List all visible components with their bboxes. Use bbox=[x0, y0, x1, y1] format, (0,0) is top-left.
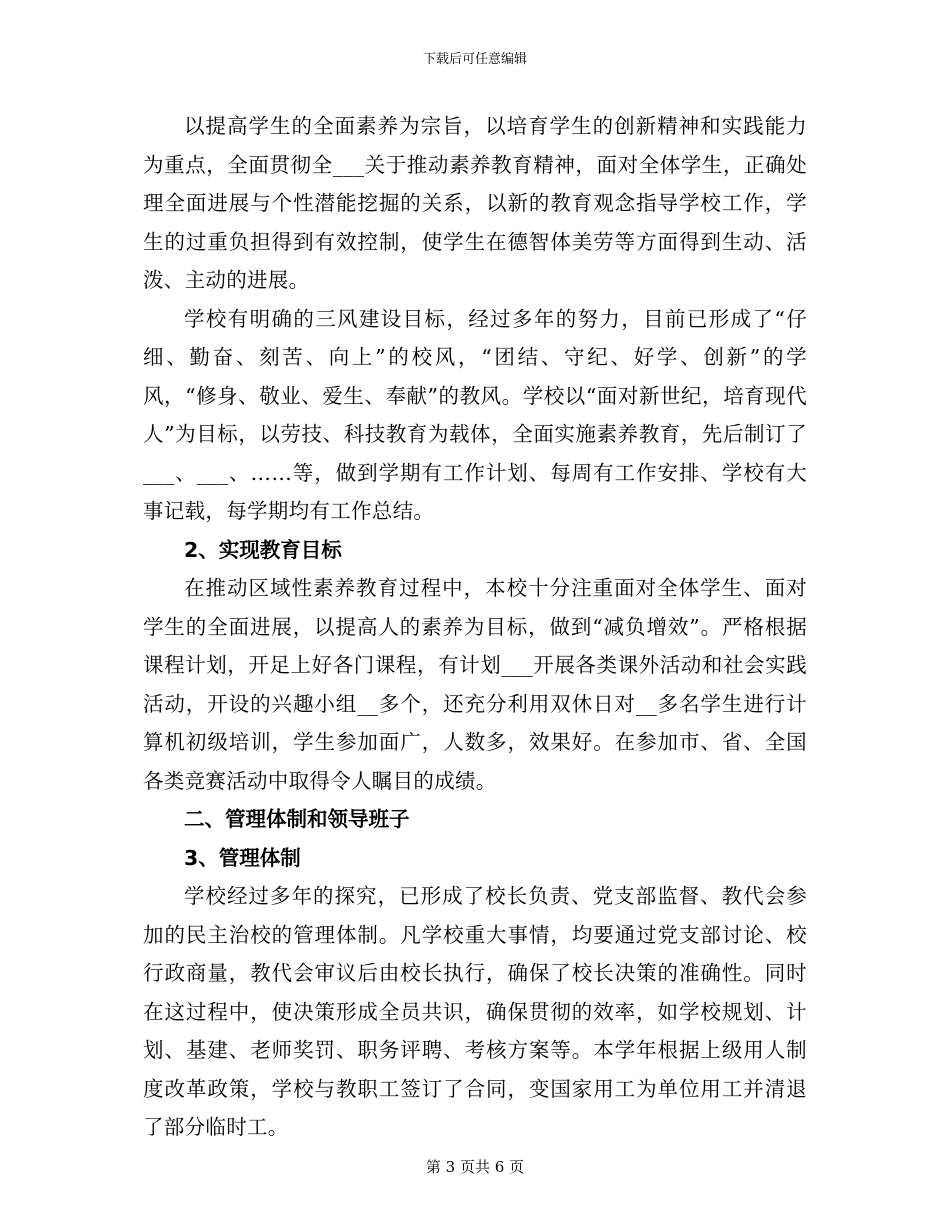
page-number: 第 3 页共 6 页 bbox=[425, 1158, 525, 1176]
heading-management-system: 3、管理体制 bbox=[184, 845, 301, 870]
paragraph-management: 学校经过多年的探究，已形成了校长负责、党支部监督、教代会参加的民主治校的管理体制。凡学校重大事情，均要通过党支部讨论、校行政商量，教代会审议后由校长执行，确保了校长决策的准确性。同时在这过程中，使决策形成全员共识，确保贯彻的效率，如学校规划、计划、基建、老师奖罚、职务评聘、考核方案等。本学年根据上级用人制度改革政策，学校与教职工签订了合同，变国家用工为单位用工并清退了部分临时工。 bbox=[143, 884, 807, 1139]
document-body bbox=[143, 107, 807, 1147]
page-header: 下载后可任意编辑 bbox=[422, 52, 527, 67]
paragraph-quality-education: 在推动区域性素养教育过程中，本校十分注重面对全体学生、面对学生的全面进展，以提高人的素养为目标，做到“减负增效”。严格根据课程计划，开足上好各门课程，有计划___开展各类课外活动和社会实践活动，开设的兴趣小组__多个，还充分利用双休日对__多名学生进行计算机初级培训，学生参加面广，人数多，效果好。在参加市、省、全国各类竞赛活动中取得令人瞩目的成绩。 bbox=[143, 576, 807, 793]
paragraph-goal: 以提高学生的全面素养为宗旨，以培育学生的创新精神和实践能力为重点，全面贯彻全___关于推动素养教育精神，面对全体学生，正确处理全面进展与个性潜能挖掘的关系，以新的教育观念指导学校工作，学生的过重负担得到有效控制，使学生在德智体美劳等方面得到生动、活泼、主动的进展。 bbox=[143, 114, 807, 292]
heading-education-goal: 2、实现教育目标 bbox=[184, 537, 342, 562]
paragraph-school-spirit: 学校有明确的三风建设目标，经过多年的努力，目前已形成了“仔细、勤奋、刻苦、向上”的校风，“团结、守纪、好学、创新”的学风，“修身、敬业、爱生、奉献”的教风。学校以“面对新世纪，培育现代人”为目标，以劳技、科技教育为载体，全面实施素养教育，先后制订了___、___、……等，做到学期有工作计划、每周有工作安排、学校有大事记载，每学期均有工作总结。 bbox=[143, 306, 807, 523]
heading-management-leadership: 二、管理体制和领导班子 bbox=[184, 807, 410, 831]
